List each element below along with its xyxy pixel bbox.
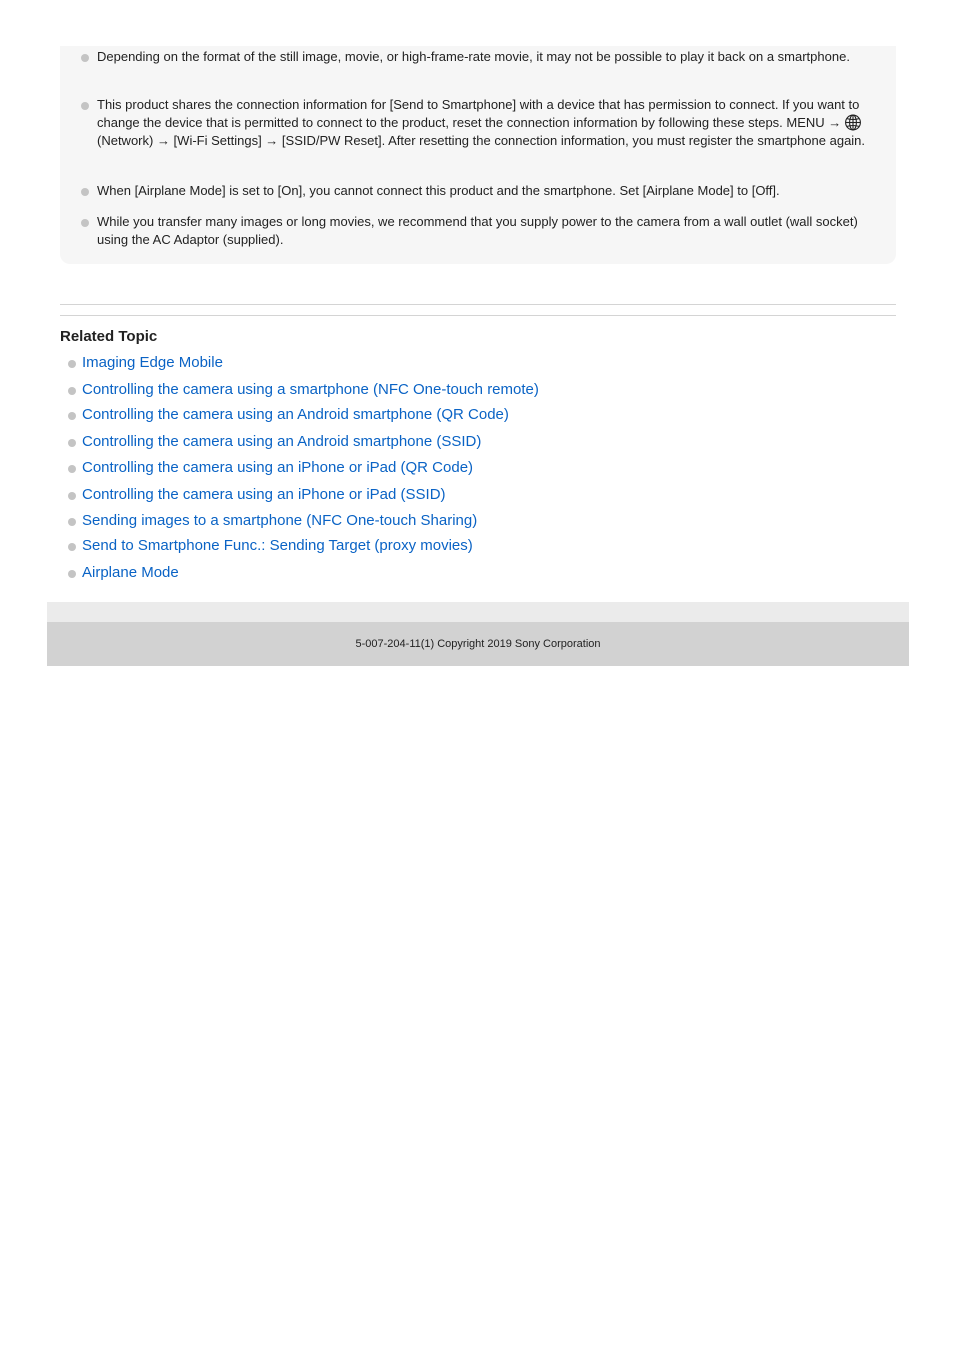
related-link-android-qr-code[interactable]: Controlling the camera using an Android smartphone (QR Code): [82, 406, 509, 423]
related-link-iphone-ssid[interactable]: Controlling the camera using an iPhone or iPad (SSID): [82, 486, 446, 503]
notes-panel: [60, 46, 896, 264]
footer: [47, 622, 909, 666]
list-item: [60, 431, 896, 453]
bullet-icon: [68, 439, 76, 447]
list-item: [60, 457, 896, 479]
bullet-icon: [68, 492, 76, 500]
list-item: [60, 562, 896, 584]
bullet-icon: [68, 387, 76, 395]
bullet-icon: [81, 54, 89, 62]
note-text: [97, 96, 882, 150]
bullet-icon: [68, 412, 76, 420]
list-item: [60, 379, 896, 401]
bullet-icon: [68, 570, 76, 578]
note-text-before-icon: This product shares the connection information for [Send to Smartphone] with a device that has permission to connect. If you want to change the device that is permitted to connect to the product, reset the connection information by following these steps. MENU →: [97, 97, 860, 130]
related-link-nfc-one-touch-sharing[interactable]: Sending images to a smartphone (NFC One-touch Sharing): [82, 512, 478, 529]
bullet-icon: [68, 543, 76, 551]
list-item: [60, 352, 896, 374]
list-item: [60, 404, 896, 426]
network-globe-icon: [844, 114, 862, 131]
footer-spacer: [47, 602, 909, 622]
note-text: Depending on the format of the still image, movie, or high-frame-rate movie, it may not be possible to play it back on a smartphone.: [97, 49, 850, 64]
bullet-icon: [81, 102, 89, 110]
related-link-airplane-mode[interactable]: Airplane Mode: [82, 564, 179, 581]
list-item: [60, 510, 896, 532]
bullet-icon: [68, 360, 76, 368]
bullet-icon: [81, 188, 89, 196]
related-link-nfc-one-touch-remote[interactable]: Controlling the camera using a smartphone (NFC One-touch remote): [82, 381, 539, 398]
bullet-icon: [81, 219, 89, 227]
related-link-android-ssid[interactable]: Controlling the camera using an Android smartphone (SSID): [82, 433, 482, 450]
divider: [60, 315, 896, 316]
related-link-proxy-movies[interactable]: Send to Smartphone Func.: Sending Target (proxy movies): [82, 537, 473, 554]
divider: [60, 304, 896, 305]
list-item: [60, 484, 896, 506]
bullet-icon: [68, 465, 76, 473]
note-text: When [Airplane Mode] is set to [On], you cannot connect this product and the smartphone. Set [Airplane Mode] to [Off].: [97, 183, 780, 198]
related-link-imaging-edge-mobile[interactable]: Imaging Edge Mobile: [82, 354, 223, 371]
related-topic-heading: Related Topic: [60, 328, 158, 345]
copyright-text: 5-007-204-11(1) Copyright 2019 Sony Corporation: [355, 638, 601, 650]
related-link-iphone-qr-code[interactable]: Controlling the camera using an iPhone or iPad (QR Code): [82, 459, 474, 476]
note-text: While you transfer many images or long movies, we recommend that you supply power to the camera from a wall outlet (wall socket) using the AC Adaptor (supplied).: [97, 214, 858, 247]
list-item: [60, 535, 896, 557]
note-text-after-icon: (Network) → [Wi-Fi Settings] → [SSID/PW Reset]. After resetting the connection information, you must register the smartphone again.: [97, 133, 866, 148]
bullet-icon: [68, 518, 76, 526]
